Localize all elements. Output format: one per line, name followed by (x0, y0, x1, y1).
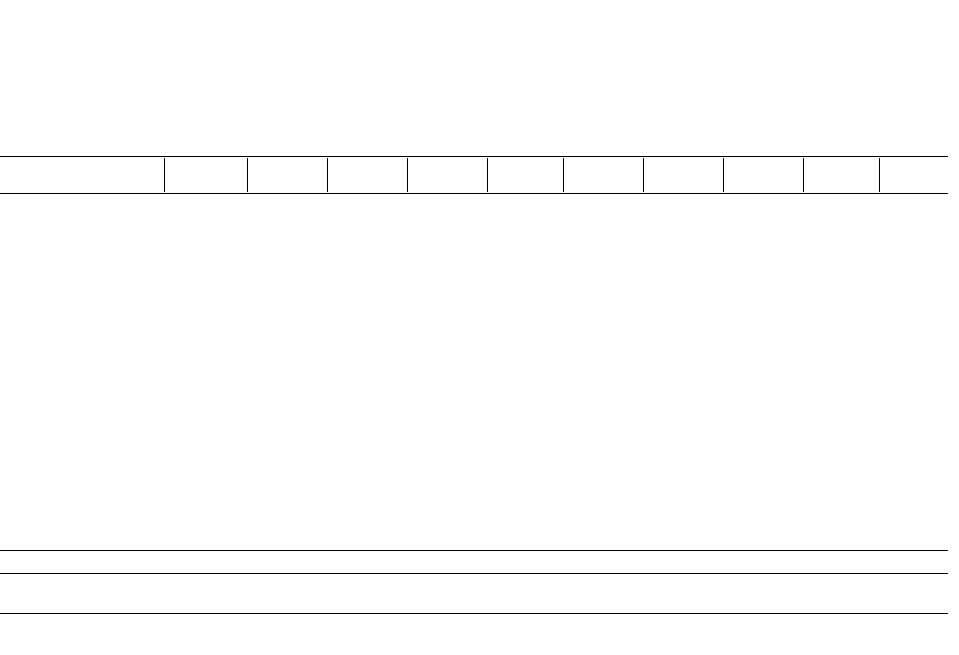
total-top-rule (0, 550, 948, 551)
previous-bottom-rule (0, 613, 948, 614)
total-row (0, 555, 950, 572)
header-bottom-rule (0, 193, 948, 194)
header-top-rule (0, 156, 948, 157)
total-bottom-rule (0, 573, 948, 574)
previous-week-row (0, 577, 950, 594)
